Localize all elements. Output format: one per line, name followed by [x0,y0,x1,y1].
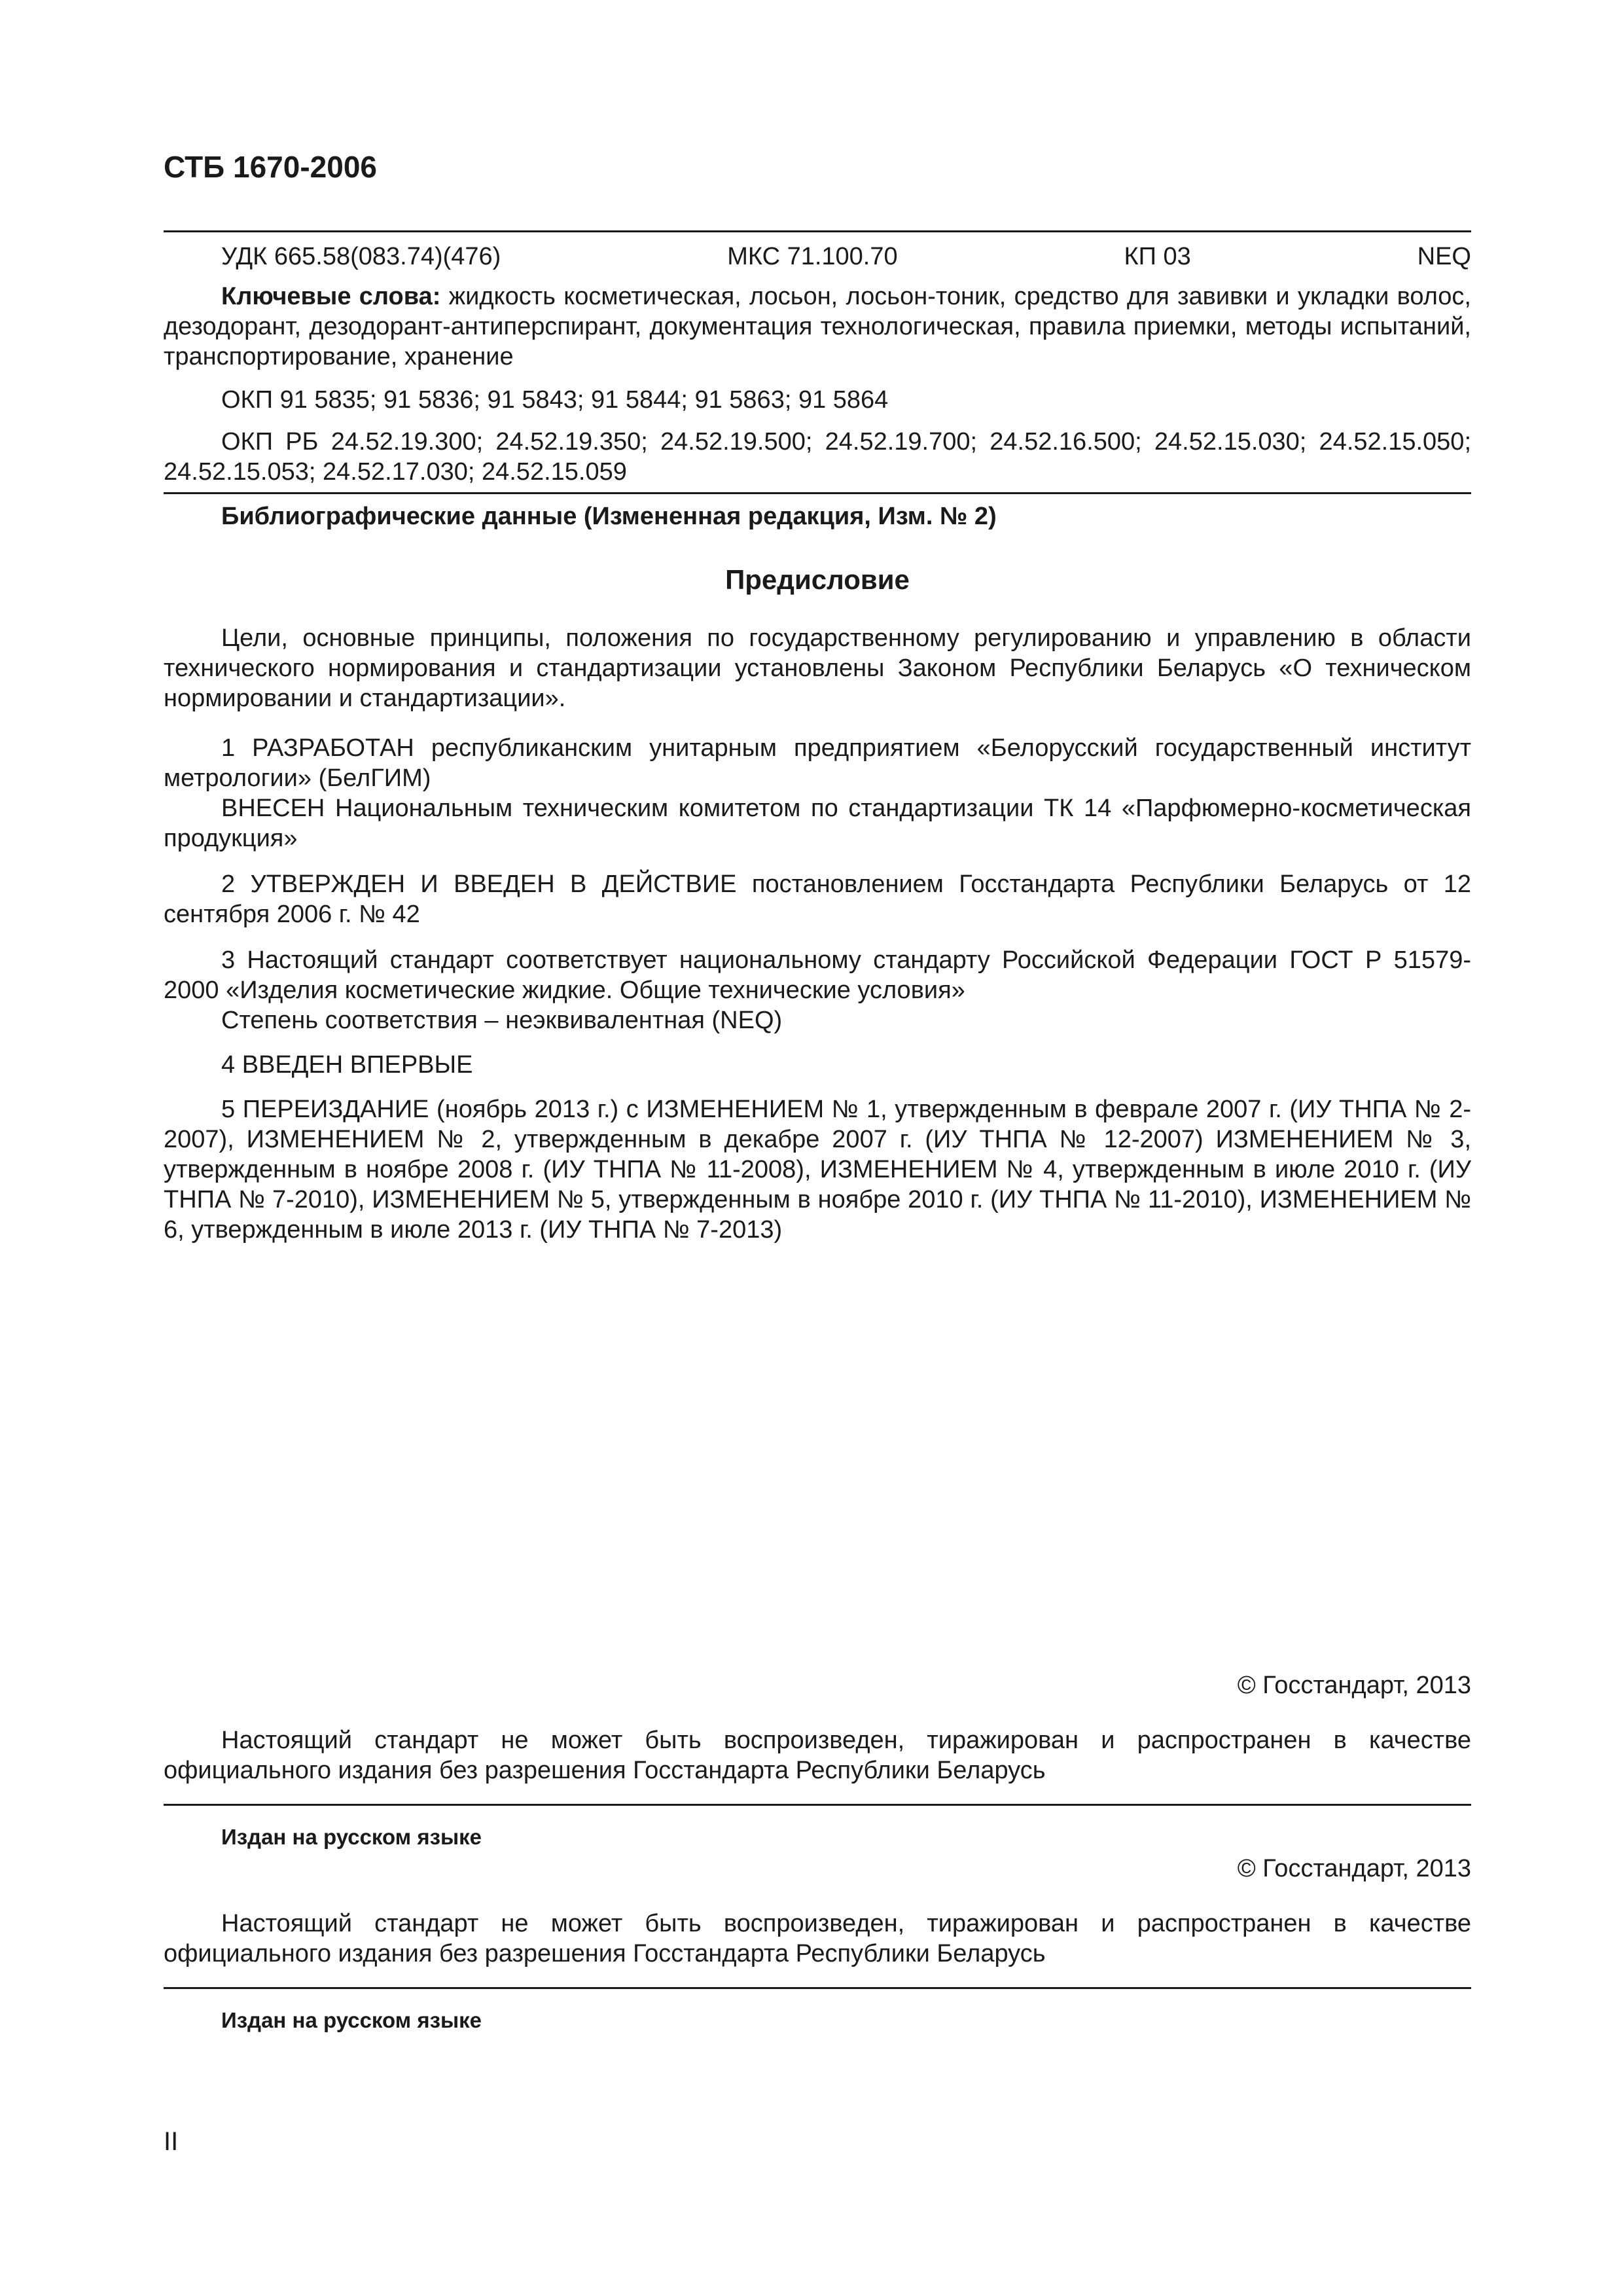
okp-codes: ОКП 91 5835; 91 5836; 91 5843; 91 5844; 91 5863; 91 5864 [221,386,889,414]
bottom-rule [164,492,1471,494]
copyright-notice-1: Настоящий стандарт не может быть воспроизведен, тиражирован и распространен в качестве официального издания без разрешения Госстандарта Республики Беларусь [164,1727,1471,1784]
neq-code: NEQ [1417,243,1471,270]
copyright-line-2: © Госстандарт, 2013 [1237,1855,1471,1882]
keywords-label: Ключевые слова: [221,283,441,310]
document-id: СТБ 1670-2006 [164,150,377,184]
foreword-item-1b: ВНЕСЕН Национальным техническим комитетом по стандартизации ТК 14 «Парфюмерно-косметическая продукция» [164,795,1471,852]
classification-row [164,238,1471,275]
foreword-title: Предисловие [725,564,910,595]
foreword-item-1: 1 РАЗРАБОТАН республиканским унитарным предприятием «Белорусский государственный институт метрологии» (БелГИМ) [164,734,1471,792]
mks-code: МКС 71.100.70 [727,243,898,270]
biblio-note: Библиографические данные (Измененная редакция, Изм. № 2) [221,503,997,530]
kp-code: КП 03 [1124,243,1191,270]
language-note-2: Издан на русском языке [221,2008,482,2032]
copyright-notice-2: Настоящий стандарт не может быть воспроизведен, тиражирован и распространен в качестве официального издания без разрешения Госстандарта Республики Беларусь [164,1910,1471,1967]
foreword-item-2: 2 УТВЕРЖДЕН И ВВЕДЕН В ДЕЙСТВИЕ постановлением Госстандарта Республики Беларусь от 12 сентября 2006 г. № 42 [164,870,1471,928]
foreword-item-3: 3 Настоящий стандарт соответствует национальному стандарту Российской Федерации ГОСТ Р 51579-2000 «Изделия косметические жидкие. Общие технические условия» [164,946,1471,1004]
foreword-item-3b: Степень соответствия – неэквивалентная (NEQ) [221,1007,783,1034]
language-note-1: Издан на русском языке [221,1825,482,1849]
foreword-intro: Цели, основные принципы, положения по государственному регулированию и управлению в области технического нормирования и стандартизации установлены Законом Республики Беларусь «О техническом нормировании и стандартизации». [164,624,1471,712]
foreword-item-5: 5 ПЕРЕИЗДАНИЕ (ноябрь 2013 г.) с ИЗМЕНЕНИЕМ № 1, утвержденным в феврале 2007 г. (ИУ ТНПА № 2-2007), ИЗМЕНЕНИЕМ № 2, утвержденным в декабре 2007 г. (ИУ ТНПА № 12-2007) ИЗМЕНЕНИЕМ № 3, утвержденным в ноябре 2008 г. (ИУ ТНПА № 11-2008), ИЗМЕНЕНИЕМ № 4, утвержденным в июле 2010 г. (ИУ ТНПА № 7-2010), ИЗМЕНЕНИЕМ № 5, утвержденным в ноябре 2010 г. (ИУ ТНПА № 11-2010), ИЗМЕНЕНИЕМ № 6, утвержденным в июле 2013 г. (ИУ ТНПА № 7-2013) [164,1096,1471,1244]
keywords-paragraph [164,281,1471,372]
udk-code: УДК 665.58(083.74)(476) [221,243,501,270]
copyright-rule-1 [164,1804,1471,1806]
page-number: II [164,2127,179,2156]
copyright-rule-2 [164,1987,1471,1989]
copyright-line-1: © Госстандарт, 2013 [1237,1672,1471,1699]
foreword-item-4: 4 ВВЕДЕН ВПЕРВЫЕ [221,1051,473,1079]
okp-rb-codes: ОКП РБ 24.52.19.300; 24.52.19.350; 24.52.19.500; 24.52.19.700; 24.52.16.500; 24.52.15.030; 24.52.15.050; 24.52.15.053; 24.52.17.030; 24.52.15.059 [164,428,1471,486]
top-rule [164,230,1471,232]
keywords-text: жидкость косметическая, лосьон, лосьон-тоник, средство для завивки и укладки волос, дезодорант, дезодорант-антиперспирант, документация технологическая, правила приемки, методы испытаний, транспортирование, хранение [164,283,1471,370]
